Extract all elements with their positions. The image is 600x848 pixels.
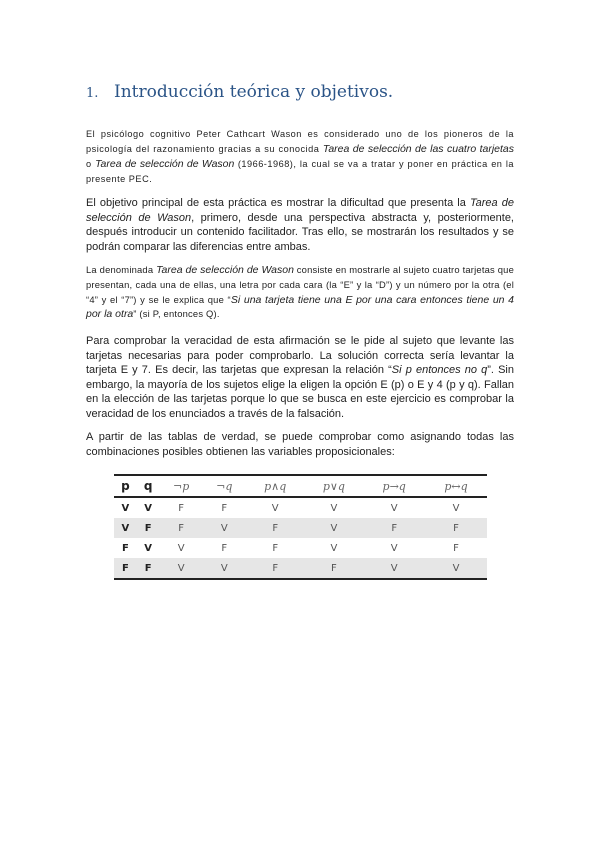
text-run: La denominada	[86, 264, 157, 275]
paragraph-task-description	[86, 263, 514, 322]
header-p-or-q: p∨q	[322, 479, 345, 493]
truth-table	[114, 474, 487, 580]
table-cell: F	[425, 518, 487, 538]
italic-run: Tarea de selección de Wason	[86, 197, 514, 224]
table-cell: V	[271, 502, 279, 514]
table-cell: F	[137, 558, 160, 579]
table-cell: F	[178, 502, 185, 514]
table-cell: V	[330, 542, 338, 554]
paragraph-objective	[86, 196, 514, 254]
table-row	[114, 497, 487, 518]
table-cell: V	[363, 558, 425, 579]
table-cell: V	[203, 518, 246, 538]
table-cell: V	[160, 558, 203, 579]
text-run: ” (si P, entonces Q).	[133, 308, 220, 320]
table-cell: F	[246, 558, 305, 579]
text-run: (1966-1968), la cual se va a tratar y poner en práctica en la presente PEC.	[86, 159, 515, 184]
table-cell: F	[121, 542, 129, 554]
section-number: 1.	[86, 86, 99, 101]
italic-run: Tarea de selección de Wason	[95, 158, 235, 170]
table-cell: F	[272, 542, 279, 554]
table-row	[114, 538, 487, 558]
header-q: q	[143, 479, 153, 493]
paragraph-verification	[86, 334, 514, 422]
table-cell: F	[114, 558, 137, 579]
table-cell: V	[144, 542, 153, 554]
table-cell: F	[221, 542, 228, 554]
table-cell: F	[221, 502, 228, 514]
table-cell: F	[453, 542, 459, 554]
paragraph-truth-tables: A partir de las tablas de verdad, se puede comprobar como asignando todas las combinaciones posibles obtienen las variables proposicionales:	[86, 431, 514, 458]
header-not-p: ¬p	[173, 479, 190, 493]
header-p: p	[121, 479, 130, 493]
table-cell: V	[330, 502, 338, 514]
table-cell: F	[305, 558, 364, 579]
italic-run: Si p entonces no q	[391, 364, 488, 377]
text-run: ”. Sin embargo, la mayoría de los sujetos elige la eligen la opción E (p) o E y 4 (p y q). Fallan en la elección de las tarjetas porque lo que se busca en este ejercicio es comprobar la veracidad de los enunciados a través de la falsación.	[86, 364, 514, 420]
table-cell: V	[121, 502, 130, 514]
table-cell: V	[203, 558, 246, 579]
text-run: , primero, desde una perspectiva abstracta y, posteriormente, después introducir un contenido facilitador. Tras ello, se mostrarán los resultados y se podrán comparar las diferencias entre ambas.	[86, 211, 514, 253]
header-not-q: ¬q	[216, 479, 233, 493]
text-run: El psicólogo cognitivo Peter Cathcart Wason es considerado uno de los pioneros de la psicología del razonamiento gracias a su conocida	[86, 129, 514, 154]
table-cell: F	[137, 518, 160, 538]
table-cell: V	[425, 558, 487, 579]
table-row	[114, 518, 487, 538]
table-cell: F	[363, 518, 425, 538]
table-cell: F	[246, 518, 305, 538]
table-cell: V	[177, 542, 185, 554]
header-p-iff-q: p↔q	[444, 479, 468, 493]
table-cell: V	[305, 518, 364, 538]
text-run: consiste en mostrarle al sujeto cuatro tarjetas que presentan, cada una de ellas, una letra por cada cara (la “E” y la “D”) y un número por la otra (el “4” y el “7”) y se le explica que “	[86, 264, 514, 305]
table-row	[114, 558, 487, 579]
table-cell: V	[114, 518, 137, 538]
header-p-and-q: p∧q	[264, 479, 287, 493]
paragraph-intro	[86, 127, 514, 187]
section-title: Introducción teórica y objetivos.	[114, 82, 394, 102]
text-run: Para comprobar la veracidad de esta afirmación se le pide al sujeto que levante las tarjetas necesarias para poder comprobarlo. La solución correcta sería levantar la tarjeta E y 7. Es decir, las tarjetas que expresan la relación “	[86, 335, 514, 377]
truth-table-header-row	[114, 475, 487, 497]
header-p-implies-q: p→q	[382, 479, 406, 493]
table-cell: V	[390, 502, 398, 514]
section-heading	[86, 82, 393, 102]
table-cell: F	[160, 518, 203, 538]
table-cell: V	[144, 502, 153, 514]
italic-run: Tarea de selección de las cuatro tarjetas	[322, 143, 515, 155]
text-run: o	[86, 159, 96, 169]
italic-run: Si una tarjeta tiene una E por una cara entonces tiene un 4 por la otra	[86, 293, 515, 321]
text-run: El objetivo principal de esta práctica es mostrar la dificultad que presenta la	[86, 197, 470, 209]
table-cell: V	[452, 502, 460, 514]
table-cell: V	[390, 542, 398, 554]
italic-run: Tarea de selección de Wason	[156, 264, 294, 276]
